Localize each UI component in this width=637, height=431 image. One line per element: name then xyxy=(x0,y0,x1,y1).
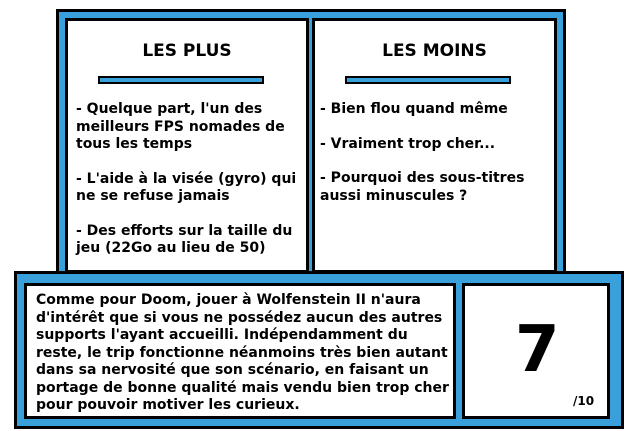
pros-item: - Quelque part, l'un des meilleurs FPS nomades de tous les temps xyxy=(76,101,285,152)
cons-item: - Vraiment trop cher... xyxy=(320,135,496,152)
verdict-frame xyxy=(14,271,624,429)
summary-box xyxy=(24,283,456,419)
score-scale: /10 xyxy=(573,394,595,408)
pros-title-underline xyxy=(98,76,264,84)
pros-title: LES PLUS xyxy=(142,41,232,61)
summary-text: Comme pour Doom, jouer à Wolfenstein II n'aura d'intérêt que si vous ne possédez aucun des autres supports l'ayant accueilli. Indépendamment du reste, le trip fonctionne néanmoins très bien autant dans sa nervosité que son scénario, en faisant un portage de bonne qualité mais vendu bien trop cher pour pouvoir motiver les curieux. xyxy=(36,292,449,413)
score-box xyxy=(462,283,610,419)
pros-item: - L'aide à la visée (gyro) qui ne se refuse jamais xyxy=(76,170,297,204)
cons-list xyxy=(320,101,550,222)
cons-item: - Pourquoi des sous-titres aussi minuscules ? xyxy=(320,170,525,204)
cons-box xyxy=(312,18,557,273)
pros-box xyxy=(65,18,309,273)
cons-title: LES MOINS xyxy=(382,41,487,61)
pros-list xyxy=(76,101,300,275)
pros-item: - Des efforts sur la taille du jeu (22Go au lieu de 50) xyxy=(76,222,293,256)
cons-item: - Bien flou quand même xyxy=(320,101,508,117)
score-value: 7 xyxy=(515,313,560,387)
cons-title-underline xyxy=(345,76,511,84)
pros-cons-frame xyxy=(56,9,566,279)
